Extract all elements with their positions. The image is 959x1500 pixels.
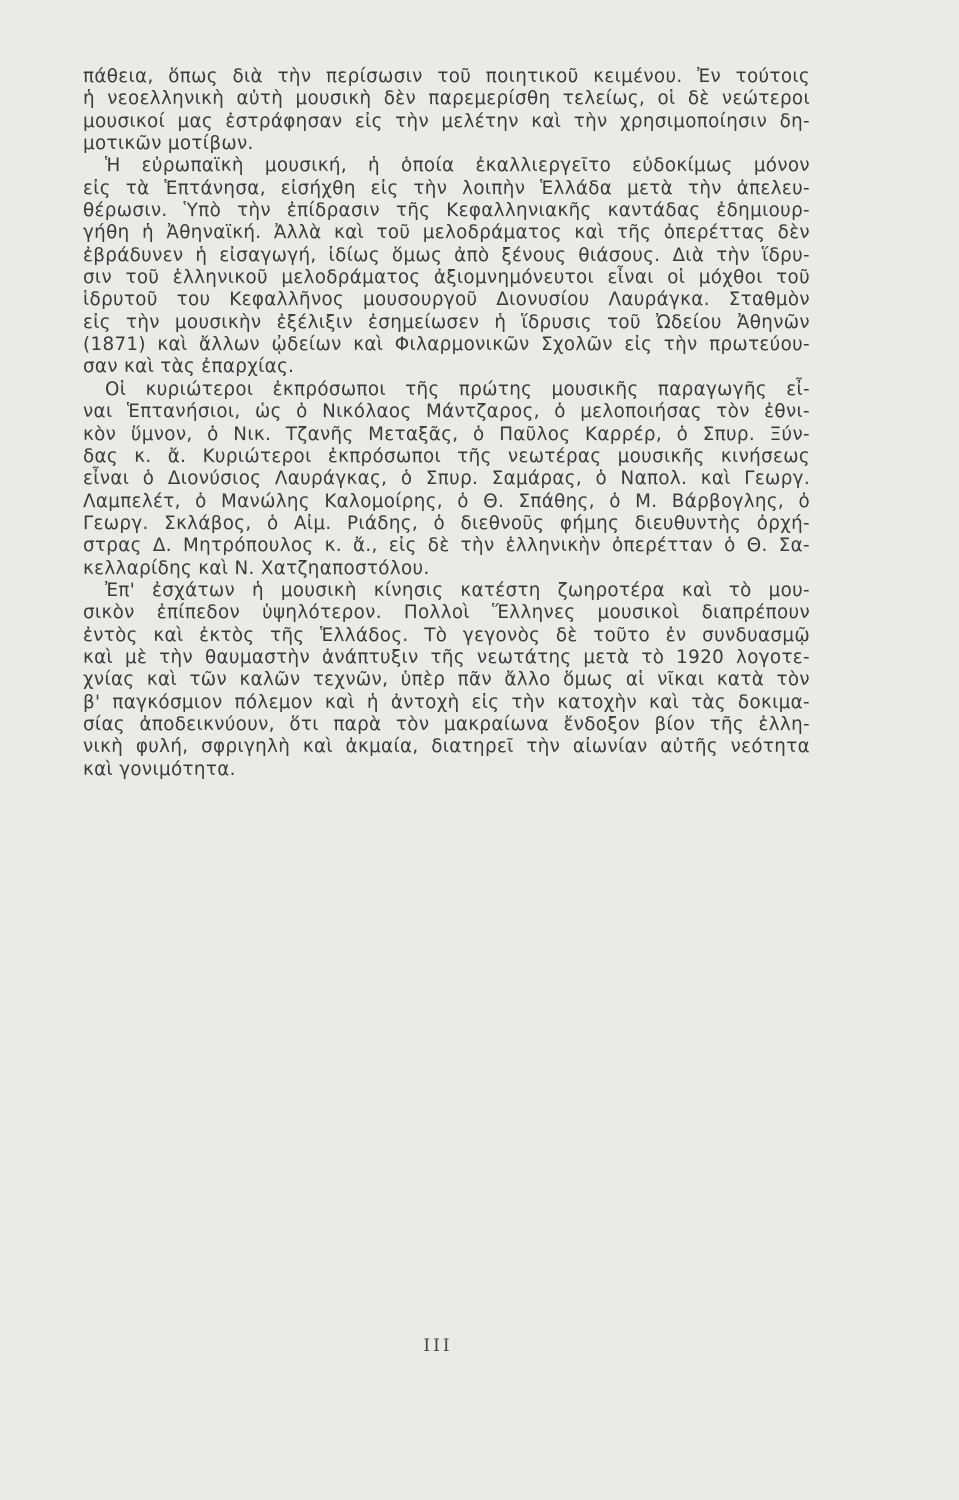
paragraph-3: [83, 379, 810, 580]
text-line: Οἱ κυριώτεροι ἐκπρόσωποι τῆς πρώτης μουσικῆς παραγωγῆς εἶ-: [105, 378, 810, 400]
page-number: III: [423, 1336, 453, 1356]
text-line: εἰς τὴν μουσικὴν ἐξέλιξιν ἐσημείωσεν ἡ ἵδρυσις τοῦ Ὠδείου Ἀθηνῶν: [83, 311, 810, 333]
text-line: καὶ γονιμότητα.: [83, 758, 236, 780]
paragraph-2: [83, 155, 810, 378]
paragraph-1: [83, 66, 810, 155]
text-line: μουσικοί μας ἐστράφησαν εἰς τὴν μελέτην καὶ τὴν χρησιμοποίησιν δη-: [83, 110, 810, 132]
text-line: γήθη ἡ Ἀθηναϊκή. Ἀλλὰ καὶ τοῦ μελοδράματος καὶ τῆς ὀπερέττας δὲν: [83, 222, 810, 244]
text-line: καὶ μὲ τὴν θαυμαστὴν ἀνάπτυξιν τῆς νεωτάτης μετὰ τὸ 1920 λογοτε-: [83, 646, 810, 668]
text-line: Ἡ εὐρωπαϊκὴ μουσική, ἡ ὁποία ἐκαλλιεργεῖτο εὐδοκίμως μόνον: [105, 155, 810, 177]
text-line: σίας ἀποδεικνύουν, ὅτι παρὰ τὸν μακραίωνα ἔνδοξον βίον τῆς ἑλλη-: [83, 713, 810, 735]
text-line: σαν καὶ τὰς ἐπαρχίας.: [83, 356, 295, 378]
paragraph-4: [83, 580, 810, 781]
text-line: πάθεια, ὅπως διὰ τὴν περίσωσιν τοῦ ποιητικοῦ κειμένου. Ἐν τούτοις: [83, 66, 810, 87]
text-line: στρας Δ. Μητρόπουλος κ. ἄ., εἰς δὲ τὴν ἑλληνικὴν ὀπερέτταν ὁ Θ. Σα-: [83, 535, 810, 557]
text-line: μοτικῶν μοτίβων.: [83, 133, 254, 155]
text-line: ναι Ἑπτανήσιοι, ὡς ὁ Νικόλαος Μάντζαρος, ὁ μελοποιήσας τὸν ἐθνι-: [83, 401, 810, 423]
text-line: σιν τοῦ ἑλληνικοῦ μελοδράματος ἀξιομνημόνευτοι εἶναι οἱ μόχθοι τοῦ: [83, 267, 810, 289]
text-line: ἡ νεοελληνικὴ αὐτὴ μουσικὴ δὲν παρεμερίσθη τελείως, οἱ δὲ νεώτεροι: [83, 88, 810, 110]
body-text: [83, 66, 810, 781]
text-line: νικὴ φυλή, σφριγηλὴ καὶ ἀκμαία, διατηρεῖ τὴν αἰωνίαν αὐτῆς νεότητα: [83, 736, 810, 758]
text-line: β' παγκόσμιον πόλεμον καὶ ἡ ἀντοχὴ εἰς τὴν κατοχὴν καὶ τὰς δοκιμα-: [83, 691, 810, 713]
text-line: δας κ. ἄ. Κυριώτεροι ἐκπρόσωποι τῆς νεωτέρας μουσικῆς κινήσεως: [83, 445, 810, 467]
text-line: ἐβράδυνεν ἡ εἰσαγωγή, ἰδίως ὅμως ἀπὸ ξένους θιάσους. Διὰ τὴν ἵδρυ-: [83, 244, 810, 266]
text-line: ἱδρυτοῦ του Κεφαλλῆνος μουσουργοῦ Διονυσίου Λαυράγκα. Σταθμὸν: [83, 289, 810, 311]
text-line: εἶναι ὁ Διονύσιος Λαυράγκας, ὁ Σπυρ. Σαμάρας, ὁ Ναπολ. καὶ Γεωργ.: [83, 468, 810, 490]
text-line: Γεωργ. Σκλάβος, ὁ Αἰμ. Ριάδης, ὁ διεθνοῦς φήμης διευθυντὴς ὀρχή-: [83, 512, 810, 534]
text-line: Ἐπ' ἐσχάτων ἡ μουσικὴ κίνησις κατέστη ζωηροτέρα καὶ τὸ μου-: [105, 579, 810, 601]
text-line: (1871) καὶ ἄλλων ᾠδείων καὶ Φιλαρμονικῶν Σχολῶν εἰς τὴν πρωτεύου-: [83, 334, 810, 356]
text-line: Λαμπελέτ, ὁ Μανώλης Καλομοίρης, ὁ Θ. Σπάθης, ὁ Μ. Βάρβογλης, ὁ: [83, 490, 810, 512]
text-line: χνίας καὶ τῶν καλῶν τεχνῶν, ὑπὲρ πᾶν ἄλλο ὅμως αἱ νῖκαι κατὰ τὸν: [83, 669, 810, 691]
text-line: κὸν ὕμνον, ὁ Νικ. Τζανῆς Μεταξᾶς, ὁ Παῦλος Καρρέρ, ὁ Σπυρ. Ξύν-: [83, 423, 810, 445]
text-line: ἐντὸς καὶ ἐκτὸς τῆς Ἑλλάδος. Τὸ γεγονὸς δὲ τοῦτο ἐν συνδυασμῷ: [83, 624, 810, 646]
text-line: εἰς τὰ Ἑπτάνησα, εἰσήχθη εἰς τὴν λοιπὴν Ἑλλάδα μετὰ τὴν ἀπελευ-: [83, 177, 810, 199]
text-line: σικὸν ἐπίπεδον ὑψηλότερον. Πολλοὶ Ἕλληνες μουσικοὶ διαπρέπουν: [83, 602, 810, 624]
text-line: θέρωσιν. Ὑπὸ τὴν ἐπίδρασιν τῆς Κεφαλληνιακῆς καντάδας ἐδημιουρ-: [83, 200, 810, 222]
text-line: κελλαρίδης καὶ Ν. Χατζηαποστόλου.: [83, 557, 430, 579]
